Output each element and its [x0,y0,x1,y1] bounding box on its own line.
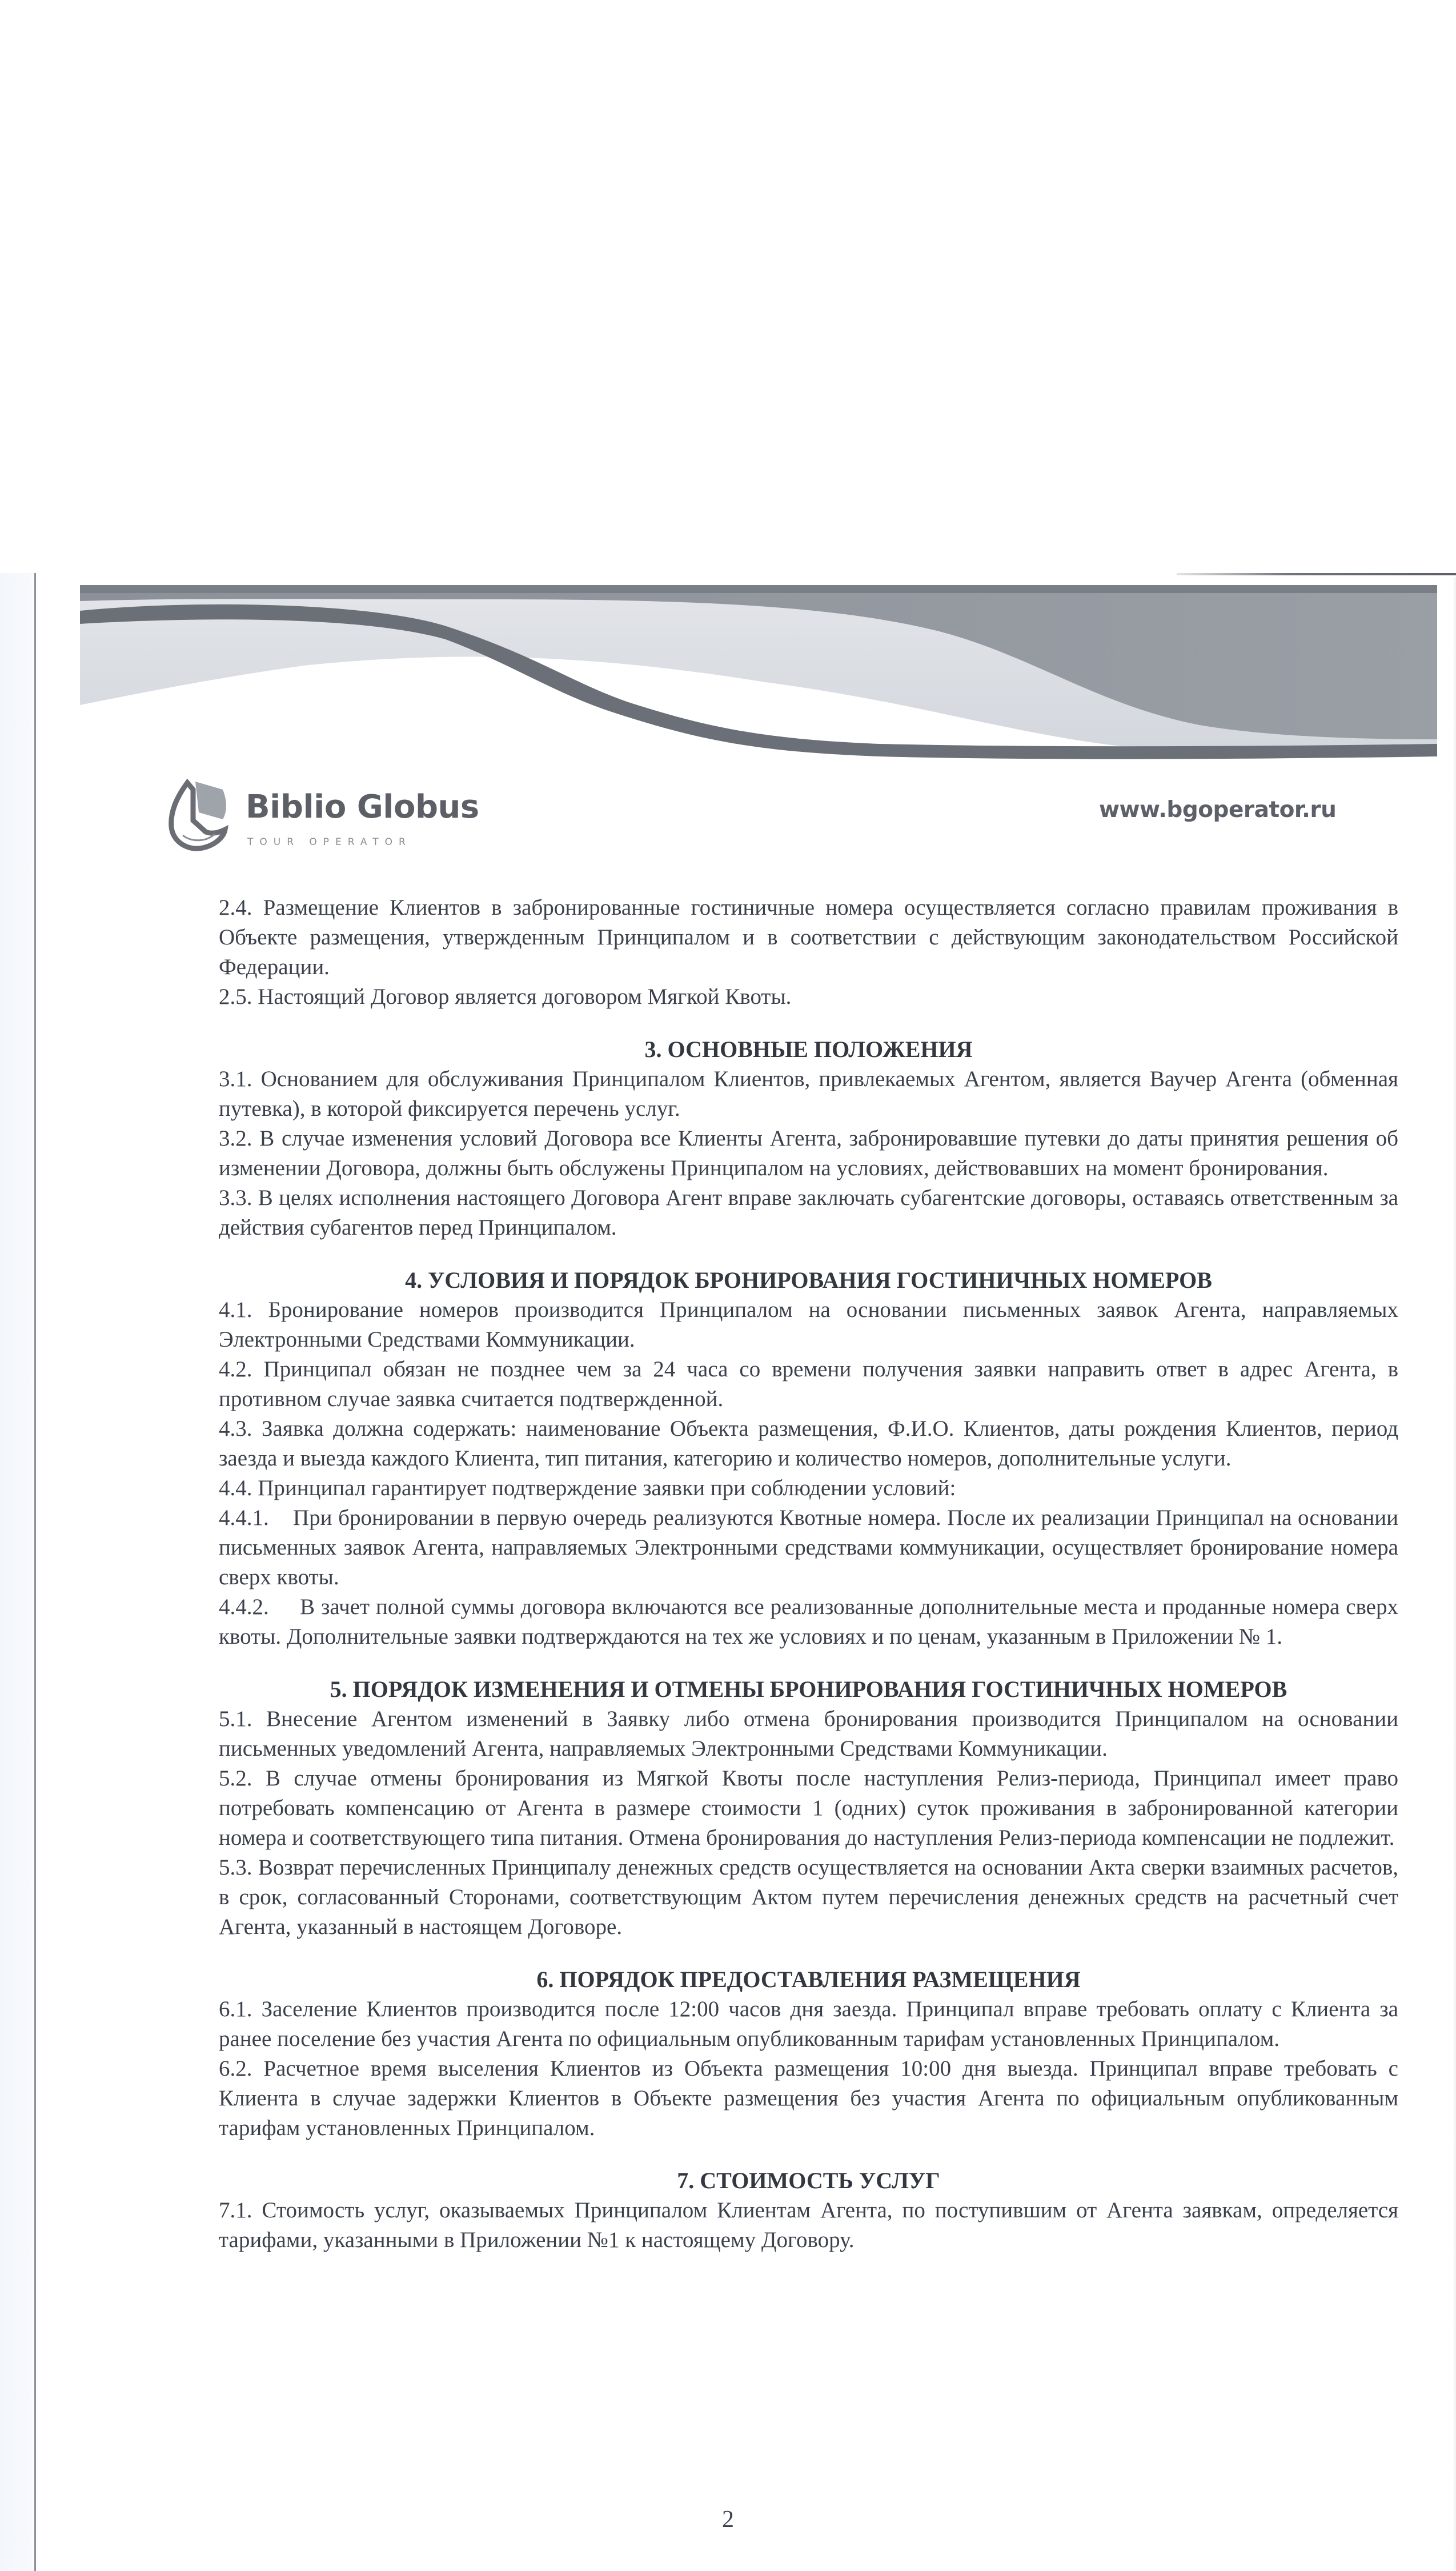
clause-4-1: 4.1. Бронирование номеров производится Принципалом на основании письменных заявок Агента, направляемых Электронными Средствами Коммуникации. [219,1297,1398,1352]
page-number: 2 [722,2506,734,2533]
clause-5-2: 5.2. В случае отмены бронирования из Мягкой Квоты после наступления Релиз-периода, Принципал имеет право потребовать компенсацию от Агента в размере стоимости 1 (одних) суток проживания в забронированной категории номера и соответствующего типа питания. Отмена бронирования до наступления Релиз-периода компенсации не подлежит. [219,1766,1398,1850]
clause-7-1: 7.1. Стоимость услуг, оказываемых Принципалом Клиентам Агента, по поступившим от Агента заявкам, определяется тарифами, указанными в Приложении №1 к настоящему Договору. [219,2198,1398,2252]
scan-page-edge-left [34,573,36,2571]
brand-logo [166,778,508,852]
clause-2-5: 2.5. Настоящий Договор является договором Мягкой Квоты. [219,984,792,1009]
clause-4-4-2: 4.4.2. В зачет полной суммы договора включаются все реализованные дополнительные места и проданные номера сверх квоты. Дополнительные заявки подтверждаются на тех же условиях и по ценам, указанным в Приложении № 1. [219,1595,1398,1649]
brand-tagline: TOUR OPERATOR [247,836,412,848]
section-4-title: 4. УСЛОВИЯ И ПОРЯДОК БРОНИРОВАНИЯ ГОСТИНИЧНЫХ НОМЕРОВ [405,1267,1212,1293]
section-6-title: 6. ПОРЯДОК ПРЕДОСТАВЛЕНИЯ РАЗМЕЩЕНИЯ [536,1967,1081,1992]
clause-4-4: 4.4. Принципал гарантирует подтверждение заявки при соблюдении условий: [219,1476,956,1500]
clause-3-1: 3.1. Основанием для обслуживания Принципалом Клиентов, привлекаемых Агентом, является Ваучер Агента (обменная путевка), в которой фиксируется перечень услуг. [219,1067,1398,1121]
document-body [219,893,1398,2255]
scan-page-edge-top [1177,573,1456,575]
clause-4-3: 4.3. Заявка должна содержать: наименование Объекта размещения, Ф.И.О. Клиентов, даты рождения Клиентов, период заезда и выезда каждого Клиента, тип питания, категорию и количество номеров, дополнительные услуги. [219,1416,1398,1471]
section-5-title: 5. ПОРЯДОК ИЗМЕНЕНИЯ И ОТМЕНЫ БРОНИРОВАНИЯ ГОСТИНИЧНЫХ НОМЕРОВ [330,1676,1287,1702]
letterhead-wave-banner [80,585,1437,768]
clause-5-1: 5.1. Внесение Агентом изменений в Заявку либо отмена бронирования производится Принципалом на основании письменных уведомлений Агента, направляемых Электронными Средствами Коммуникации. [219,1707,1398,1761]
section-3-title: 3. ОСНОВНЫЕ ПОЛОЖЕНИЯ [644,1036,973,1062]
clause-4-4-1: 4.4.1. При бронировании в первую очередь реализуются Квотные номера. После их реализации Принципал на основании письменных заявок Агента, направляемых Электронными средствами коммуникации, осуществляет бронирование номера сверх квоты. [219,1505,1398,1589]
wave-graphic [80,585,1437,768]
clause-3-3: 3.3. В целях исполнения настоящего Договора Агент вправе заключать субагентские договоры, оставаясь ответственным за действия субагентов перед Принципалом. [219,1186,1398,1240]
section-7-title: 7. СТОИМОСТЬ УСЛУГ [677,2168,940,2193]
clause-3-2: 3.2. В случае изменения условий Договора все Клиенты Агента, забронировавшие путевки до даты принятия решения об изменении Договора, должны быть обслужены Принципалом на условиях, действовавших на момент бронирования. [219,1126,1398,1180]
clause-2-4: 2.4. Размещение Клиентов в забронированные гостиничные номера осуществляется согласно правилам проживания в Объекте размещения, утвержденным Принципалом и в соответствии с действующим законодательством Российской Федерации. [219,895,1398,979]
scan-blank-area [0,0,1456,571]
clause-4-2: 4.2. Принципал обязан не позднее чем за 24 часа со времени получения заявки направить ответ в адрес Агента, в противном случае заявка считается подтвержденной. [219,1357,1398,1411]
scan-left-margin [0,573,34,2571]
clause-6-2: 6.2. Расчетное время выселения Клиентов из Объекта размещения 10:00 дня выезда. Принципал вправе требовать с Клиента в случае задержки Клиентов в Объекте размещения без участия Агента по официальным опубликованным тарифам установленных Принципалом. [219,2056,1398,2140]
clause-6-1: 6.1. Заселение Клиентов производится после 12:00 часов дня заезда. Принципал вправе требовать оплату с Клиента за ранее поселение без участия Агента по официальным опубликованным тарифам установленных Принципалом. [219,1997,1398,2051]
brand-name: Biblio Globus [246,788,479,826]
biblio-globus-logo-icon [166,778,234,852]
website-link[interactable]: www.bgoperator.ru [1099,797,1337,823]
clause-5-3: 5.3. Возврат перечисленных Принципалу денежных средств осуществляется на основании Акта сверки взаимных расчетов, в срок, согласованный Сторонами, соответствующим Актом путем перечисления денежных средств на расчетный счет Агента, указанный в настоящем Договоре. [219,1855,1398,1939]
scan-page-edge-right [1453,577,1456,2571]
